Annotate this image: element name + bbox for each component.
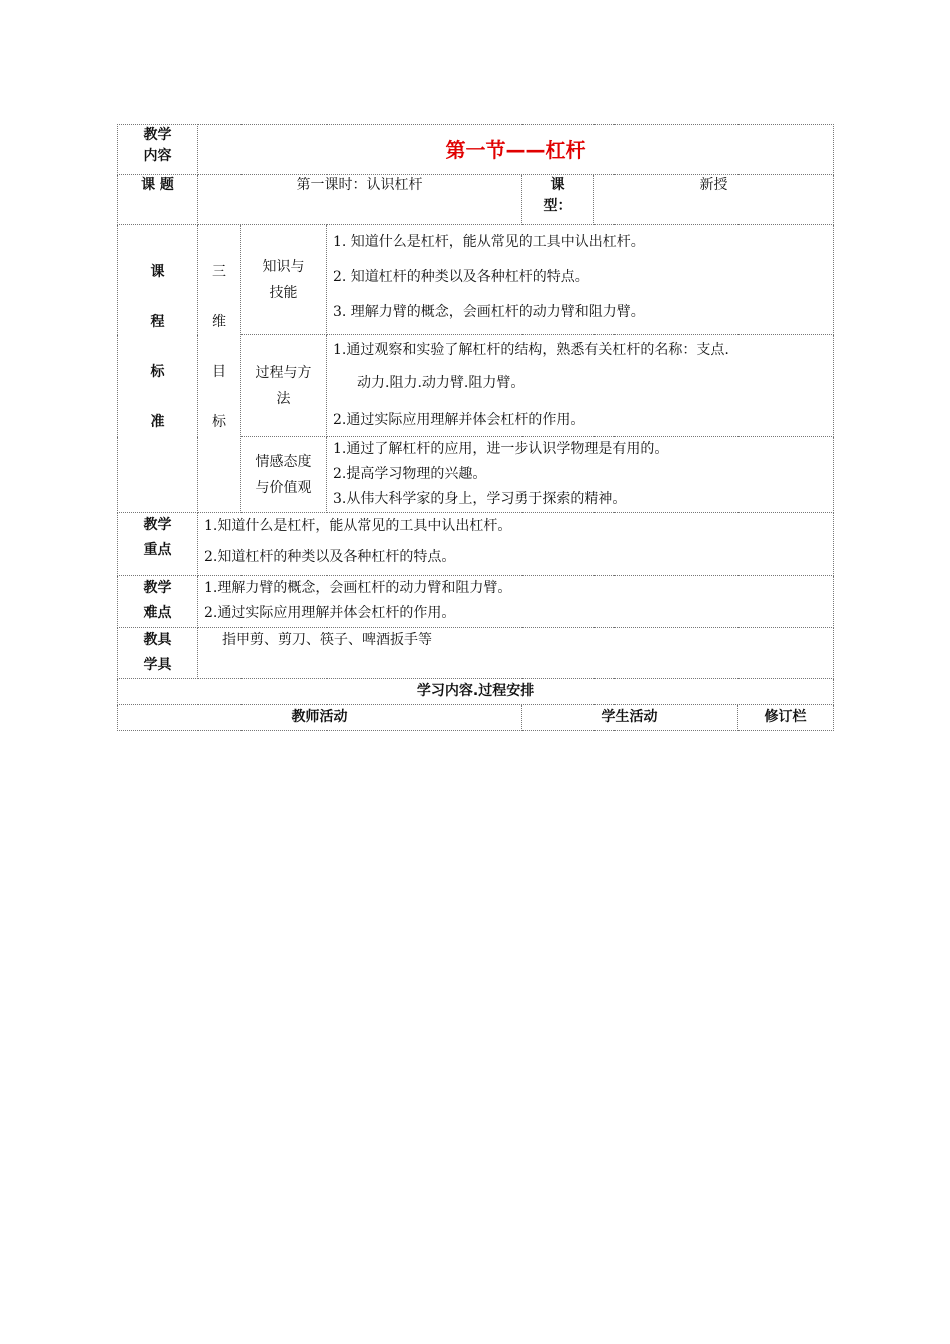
key-point-item: 2.知道杠杆的种类以及各种杠杆的特点。	[204, 549, 456, 565]
label-line: 技能	[269, 284, 298, 301]
label-char: 维	[212, 314, 226, 330]
label-char: 课	[150, 264, 165, 280]
topic-label: 课 题	[118, 175, 198, 225]
three-dimension-label	[198, 225, 241, 513]
label-line: 型：	[543, 198, 572, 214]
type-value: 新授	[594, 175, 834, 225]
row-knowledge	[118, 225, 834, 335]
objective-item: 1.通过观察和实验了解杠杆的结构，熟悉有关杠杆的名称：支点.	[333, 342, 729, 358]
tools-content: 指甲剪、剪刀、筷子、啤酒扳手等	[198, 628, 834, 679]
objective-item: 2.提高学习物理的兴趣。	[333, 466, 487, 482]
knowledge-skill-label	[241, 225, 327, 335]
label-line: 知识与	[262, 258, 305, 275]
emotion-values-content	[327, 437, 834, 513]
tools-label	[118, 628, 198, 679]
label-char: 标	[212, 414, 226, 430]
process-method-content	[327, 335, 834, 437]
objective-item: 2.通过实际应用理解并体会杠杆的作用。	[333, 412, 585, 428]
teaching-content-label	[118, 125, 198, 175]
key-points-label	[118, 513, 198, 576]
lesson-plan-table	[117, 124, 834, 731]
knowledge-skill-content	[327, 225, 834, 335]
label-line: 课	[550, 177, 565, 193]
student-activity-header: 学生活动	[522, 705, 738, 731]
label-line: 教具	[143, 632, 172, 648]
label-line: 过程与方	[255, 364, 312, 381]
key-points-content	[198, 513, 834, 576]
label-line: 难点	[143, 605, 172, 621]
row-arrangement	[118, 679, 834, 705]
label-line: 教学	[143, 127, 172, 143]
difficult-points-label	[118, 576, 198, 628]
revision-column-header: 修订栏	[738, 705, 834, 731]
row-key-points	[118, 513, 834, 576]
objective-item-continued: 动力.阻力.动力臂.阻力臂。	[357, 375, 525, 391]
row-difficult-points	[118, 576, 834, 628]
objective-item: 1. 知道什么是杠杆，能从常见的工具中认出杠杆。	[333, 234, 645, 250]
difficult-point-item: 2.通过实际应用理解并体会杠杆的作用。	[204, 605, 456, 621]
teacher-activity-header: 教师活动	[118, 705, 522, 731]
objective-item: 3. 理解力臂的概念，会画杠杆的动力臂和阻力臂。	[333, 304, 645, 320]
difficult-points-content	[198, 576, 834, 628]
label-line: 情感态度	[255, 453, 312, 470]
row-teaching-content	[118, 125, 834, 175]
process-method-label	[241, 335, 327, 437]
lesson-title: 第一节——杠杆	[198, 125, 834, 175]
label-char: 准	[150, 414, 165, 430]
key-point-item: 1.知道什么是杠杆，能从常见的工具中认出杠杆。	[204, 518, 512, 534]
label-char: 程	[150, 314, 165, 330]
difficult-point-item: 1.理解力臂的概念，会画杠杆的动力臂和阻力臂。	[204, 580, 512, 596]
label-line: 与价值观	[255, 479, 312, 496]
label-line: 内容	[143, 148, 172, 164]
arrangement-header: 学习内容.过程安排	[118, 679, 834, 705]
label-char: 三	[212, 264, 226, 280]
lesson-period: 第一课时：认识杠杆	[198, 175, 522, 225]
label-char: 标	[150, 364, 165, 380]
label-line: 学具	[143, 657, 172, 673]
emotion-values-label	[241, 437, 327, 513]
row-topic	[118, 175, 834, 225]
row-tools	[118, 628, 834, 679]
objective-item: 2. 知道杠杆的种类以及各种杠杆的特点。	[333, 269, 589, 285]
objective-item: 3.从伟大科学家的身上，学习勇于探索的精神。	[333, 491, 627, 507]
objective-item: 1.通过了解杠杆的应用，进一步认识学物理是有用的。	[333, 441, 669, 457]
label-line: 法	[276, 390, 291, 407]
label-line: 重点	[143, 542, 172, 558]
label-char: 目	[212, 364, 226, 380]
label-line: 教学	[143, 580, 172, 596]
row-activity-headers	[118, 705, 834, 731]
course-standard-label	[118, 225, 198, 513]
type-label	[522, 175, 594, 225]
label-line: 教学	[143, 517, 172, 533]
